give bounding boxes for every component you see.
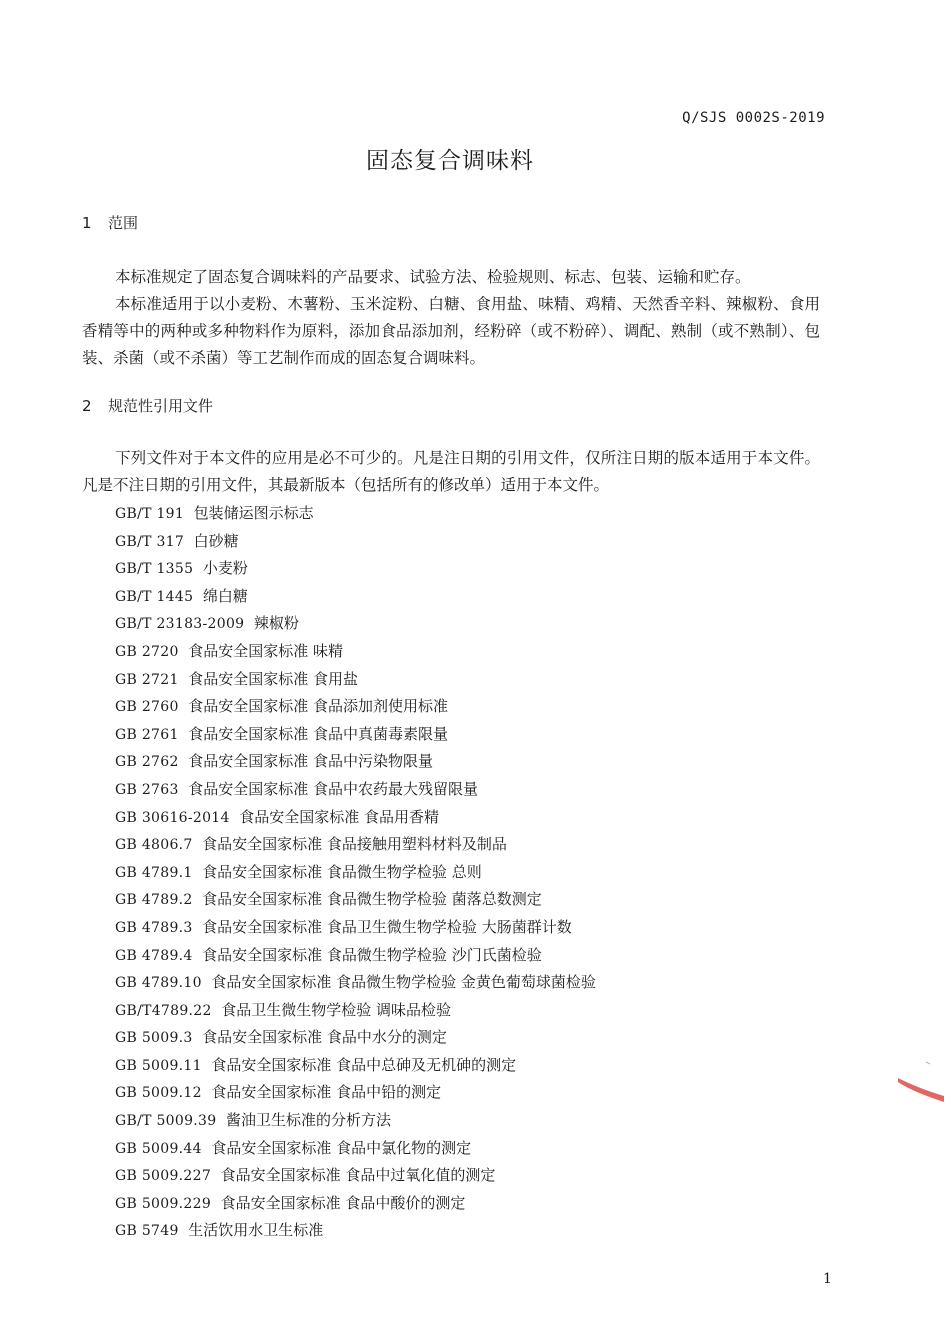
reference-item — [115, 721, 596, 749]
reference-item — [115, 1162, 596, 1190]
reference-item — [115, 804, 596, 832]
reference-title: 食品安全国家标准 食品中农药最大残留限量 — [188, 779, 478, 798]
reference-item — [115, 555, 596, 583]
section-2-number: 2 — [82, 397, 92, 415]
reference-title: 食品安全国家标准 味精 — [188, 641, 343, 660]
reference-item — [115, 528, 596, 556]
reference-title: 食品安全国家标准 食品微生物学检验 金黄色葡萄球菌检验 — [211, 973, 596, 992]
reference-code: GB 2763 — [115, 781, 179, 798]
reference-item — [115, 748, 596, 776]
red-stain-mark — [896, 1060, 946, 1106]
reference-code: GB 5009.227 — [115, 1168, 212, 1185]
reference-item — [115, 693, 596, 721]
reference-code: GB 2760 — [115, 699, 179, 716]
reference-title: 生活饮用水卫生标准 — [188, 1221, 324, 1240]
reference-item — [115, 859, 596, 887]
reference-code: GB 4789.3 — [115, 919, 193, 936]
scope-paragraph-2: 本标准适用于以小麦粉、木薯粉、玉米淀粉、白糖、食用盐、味精、鸡精、天然香辛料、辣椒粉、食用香精等中的两种或多种物料作为原料，添加食品添加剂，经粉碎（或不粉碎）、调配、熟制（或不熟制）、包装、杀菌（或不杀菌）等工艺制作而成的固态复合调味料。 — [82, 295, 820, 367]
reference-title: 小麦粉 — [202, 559, 248, 578]
reference-code: GB/T 23183-2009 — [115, 616, 245, 633]
reference-item — [115, 997, 596, 1025]
document-title: 固态复合调味料 — [366, 148, 534, 174]
page-number: 1 — [823, 1271, 832, 1287]
reference-code: GB 5749 — [115, 1223, 179, 1240]
reference-title: 食品安全国家标准 食品中铅的测定 — [211, 1083, 442, 1102]
reference-code: GB 2762 — [115, 754, 179, 771]
reference-item — [115, 1135, 596, 1163]
reference-item — [115, 1107, 596, 1135]
reference-title: 白砂糖 — [193, 531, 239, 550]
reference-item — [115, 1217, 596, 1245]
section-2-title: 规范性引用文件 — [108, 397, 214, 415]
reference-item — [115, 776, 596, 804]
reference-item — [115, 886, 596, 914]
reference-title: 食品安全国家标准 食品中酸价的测定 — [220, 1193, 466, 1212]
reference-item — [115, 914, 596, 942]
reference-code: GB 4789.2 — [115, 892, 193, 909]
reference-title: 食品安全国家标准 食用盐 — [188, 669, 358, 688]
reference-code: GB 2720 — [115, 643, 179, 660]
section-1-title: 范围 — [108, 214, 139, 232]
reference-code: GB/T 1445 — [115, 588, 194, 605]
reference-item — [115, 583, 596, 611]
reference-item — [115, 942, 596, 970]
reference-code: GB/T 1355 — [115, 561, 194, 578]
reference-title: 绵白糖 — [202, 586, 248, 605]
reference-code: GB 2761 — [115, 726, 179, 743]
reference-code: GB 2721 — [115, 671, 179, 688]
reference-item — [115, 969, 596, 997]
reference-title: 食品安全国家标准 食品添加剂使用标准 — [188, 697, 448, 716]
reference-code: GB/T 191 — [115, 506, 185, 522]
reference-title: 食品安全国家标准 食品中氯化物的测定 — [211, 1138, 472, 1157]
reference-title: 食品安全国家标准 食品卫生微生物学检验 大肠菌群计数 — [202, 917, 572, 936]
reference-code: GB 30616-2014 — [115, 809, 230, 826]
reference-code: GB 4789.1 — [115, 864, 193, 881]
reference-title: 食品安全国家标准 食品中过氧化值的测定 — [220, 1166, 496, 1185]
reference-title: 食品安全国家标准 食品用香精 — [239, 807, 440, 826]
reference-item — [115, 1052, 596, 1080]
reference-code: GB 5009.12 — [115, 1085, 202, 1102]
reference-title: 食品安全国家标准 食品微生物学检验 沙门氏菌检验 — [202, 945, 542, 964]
reference-code: GB/T 317 — [115, 533, 185, 550]
reference-title: 食品卫生微生物学检验 调味品检验 — [221, 1000, 452, 1019]
references-intro: 下列文件对于本文件的应用是必不可少的。凡是注日期的引用文件，仅所注日期的版本适用于本文件。凡是不注日期的引用文件，其最新版本（包括所有的修改单）适用于本文件。 — [82, 449, 820, 494]
reference-code: GB 4789.10 — [115, 975, 202, 992]
scope-paragraph-1: 本标准规定了固态复合调味料的产品要求、试验方法、检验规则、标志、包装、运输和贮存。 — [115, 268, 751, 286]
reference-item — [115, 666, 596, 694]
standard-code: Q/SJS 0002S-2019 — [682, 110, 825, 126]
reference-code: GB 5009.44 — [115, 1140, 202, 1157]
reference-title: 辣椒粉 — [253, 614, 299, 633]
reference-title: 食品安全国家标准 食品中污染物限量 — [188, 752, 433, 771]
reference-code: GB/T4789.22 — [115, 1002, 212, 1019]
reference-code: GB 5009.11 — [115, 1057, 202, 1074]
reference-title: 包装储运图示标志 — [193, 504, 314, 522]
reference-title: 食品安全国家标准 食品微生物学检验 总则 — [202, 862, 482, 881]
reference-title: 酱油卫生标准的分析方法 — [226, 1111, 392, 1130]
reference-item — [115, 500, 596, 528]
reference-code: GB/T 5009.39 — [115, 1113, 217, 1130]
reference-title: 食品安全国家标准 食品中总砷及无机砷的测定 — [211, 1055, 517, 1074]
reference-item — [115, 1079, 596, 1107]
reference-title: 食品安全国家标准 食品中真菌毒素限量 — [188, 724, 448, 743]
reference-title: 食品安全国家标准 食品接触用塑料材料及制品 — [202, 835, 507, 854]
reference-item — [115, 831, 596, 859]
section-2-heading — [82, 395, 213, 416]
reference-code: GB 5009.3 — [115, 1030, 193, 1047]
reference-list — [115, 500, 596, 1245]
section-1-number: 1 — [82, 214, 92, 232]
reference-item — [115, 1190, 596, 1218]
reference-code: GB 4789.4 — [115, 947, 193, 964]
reference-code: GB 4806.7 — [115, 837, 193, 854]
reference-item — [115, 1024, 596, 1052]
reference-title: 食品安全国家标准 食品中水分的测定 — [202, 1028, 447, 1047]
reference-code: GB 5009.229 — [115, 1195, 212, 1212]
reference-item — [115, 610, 596, 638]
reference-item — [115, 638, 596, 666]
section-1-heading — [82, 212, 138, 233]
reference-title: 食品安全国家标准 食品微生物学检验 菌落总数测定 — [202, 890, 542, 909]
